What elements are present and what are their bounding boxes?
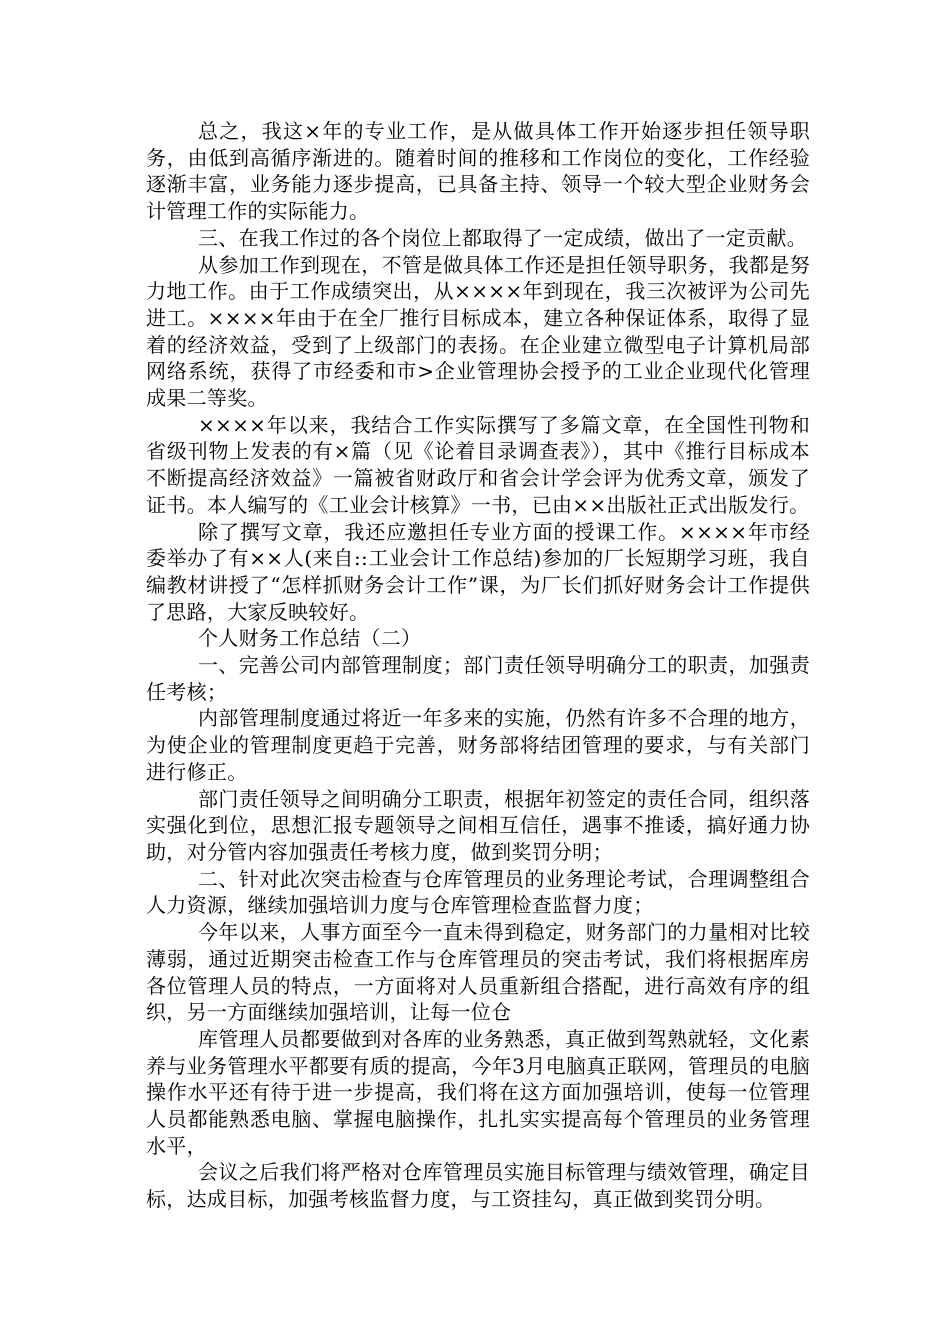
paragraph: 部门责任领导之间明确分工职责，根据年初签定的责任合同，组织落实强化到位，思想汇报专题领导之间相互信任，遇事不推诿，搞好通力协助，对分管内容加强责任考核力度，做到奖罚分明； bbox=[146, 786, 810, 864]
section-title: 个人财务工作总结（二） bbox=[198, 626, 422, 651]
paragraph: ××××年以来，我结合工作实际撰写了多篇文章，在全国性刊物和省级刊物上发表的有×篇（见《论着目录调查表》），其中《推行目标成本不断提高经济效益》一篇被省财政厅和省会计学会评为优秀文章，颁发了证书。本人编写的《工业会计核算》一书，已由××出版社正式出版发行。 bbox=[146, 412, 810, 517]
paragraph: 总之，我这×年的专业工作，是从做具体工作开始逐步担任领导职务，由低到高循序渐进的。随着时间的推移和工作岗位的变化，工作经验逐渐丰富，业务能力逐步提高，已具备主持、领导一个较大型企业财务会计管理工作的实际能力。 bbox=[146, 119, 810, 224]
paragraph: 会议之后我们将严格对仓库管理员实施目标管理与绩效管理，确定目标，达成目标，加强考核监督力度，与工资挂勾，真正做到奖罚分明。 bbox=[146, 1160, 810, 1212]
paragraph: 内部管理制度通过将近一年多来的实施，仍然有许多不合理的地方，为使企业的管理制度更趋于完善，财务部将结团管理的要求，与有关部门进行修正。 bbox=[146, 706, 810, 784]
paragraph: 二、针对此次突击检查与仓库管理员的业务理论考试，合理调整组合人力资源，继续加强培训力度与仓库管理检查监督力度； bbox=[146, 866, 810, 918]
document-page bbox=[146, 118, 810, 1213]
paragraph: 库管理人员都要做到对各库的业务熟悉，真正做到驾熟就轻，文化素养与业务管理水平都要有质的提高，今年3月电脑真正联网，管理员的电脑操作水平还有待于进一步提高，我们将在这方面加强培训，使每一位管理人员都能熟悉电脑、掌握电脑操作，扎扎实实提高每个管理员的业务管理水平， bbox=[146, 1026, 810, 1158]
paragraph: 一、完善公司内部管理制度；部门责任领导明确分工的职责，加强责任考核； bbox=[146, 653, 810, 704]
paragraph: 从参加工作到现在，不管是做具体工作还是担任领导职务，我都是努力地工作。由于工作成绩突出，从××××年到现在，我三次被评为公司先进工。××××年由于在全厂推行目标成本，建立各种保证体系，取得了显着的经济效益，受到了上级部门的表扬。在企业建立微型电子计算机局部网络系统，获得了市经委和市>企业管理协会授予的工业企业现代化管理成果二等奖。 bbox=[146, 252, 810, 411]
paragraph: 今年以来，人事方面至今一直未得到稳定，财务部门的力量相对比较薄弱，通过近期突击检查工作与仓库管理员的突击考试，我们将根据库房各位管理人员的特点，一方面将对人员重新组合搭配，进行高效有序的组织，另一方面继续加强培训，让每一位仓 bbox=[146, 920, 810, 1025]
paragraph: 三、在我工作过的各个岗位上都取得了一定成绩，做出了一定贡献。 bbox=[198, 225, 807, 250]
paragraph: 除了撰写文章，我还应邀担任专业方面的授课工作。××××年市经委举办了有××人(来自::工业会计工作总结)参加的厂长短期学习班，我自编教材讲授了“怎样抓财务会计工作”课，为厂长们抓好财务会计工作提供了思路，大家反映较好。 bbox=[146, 519, 810, 624]
